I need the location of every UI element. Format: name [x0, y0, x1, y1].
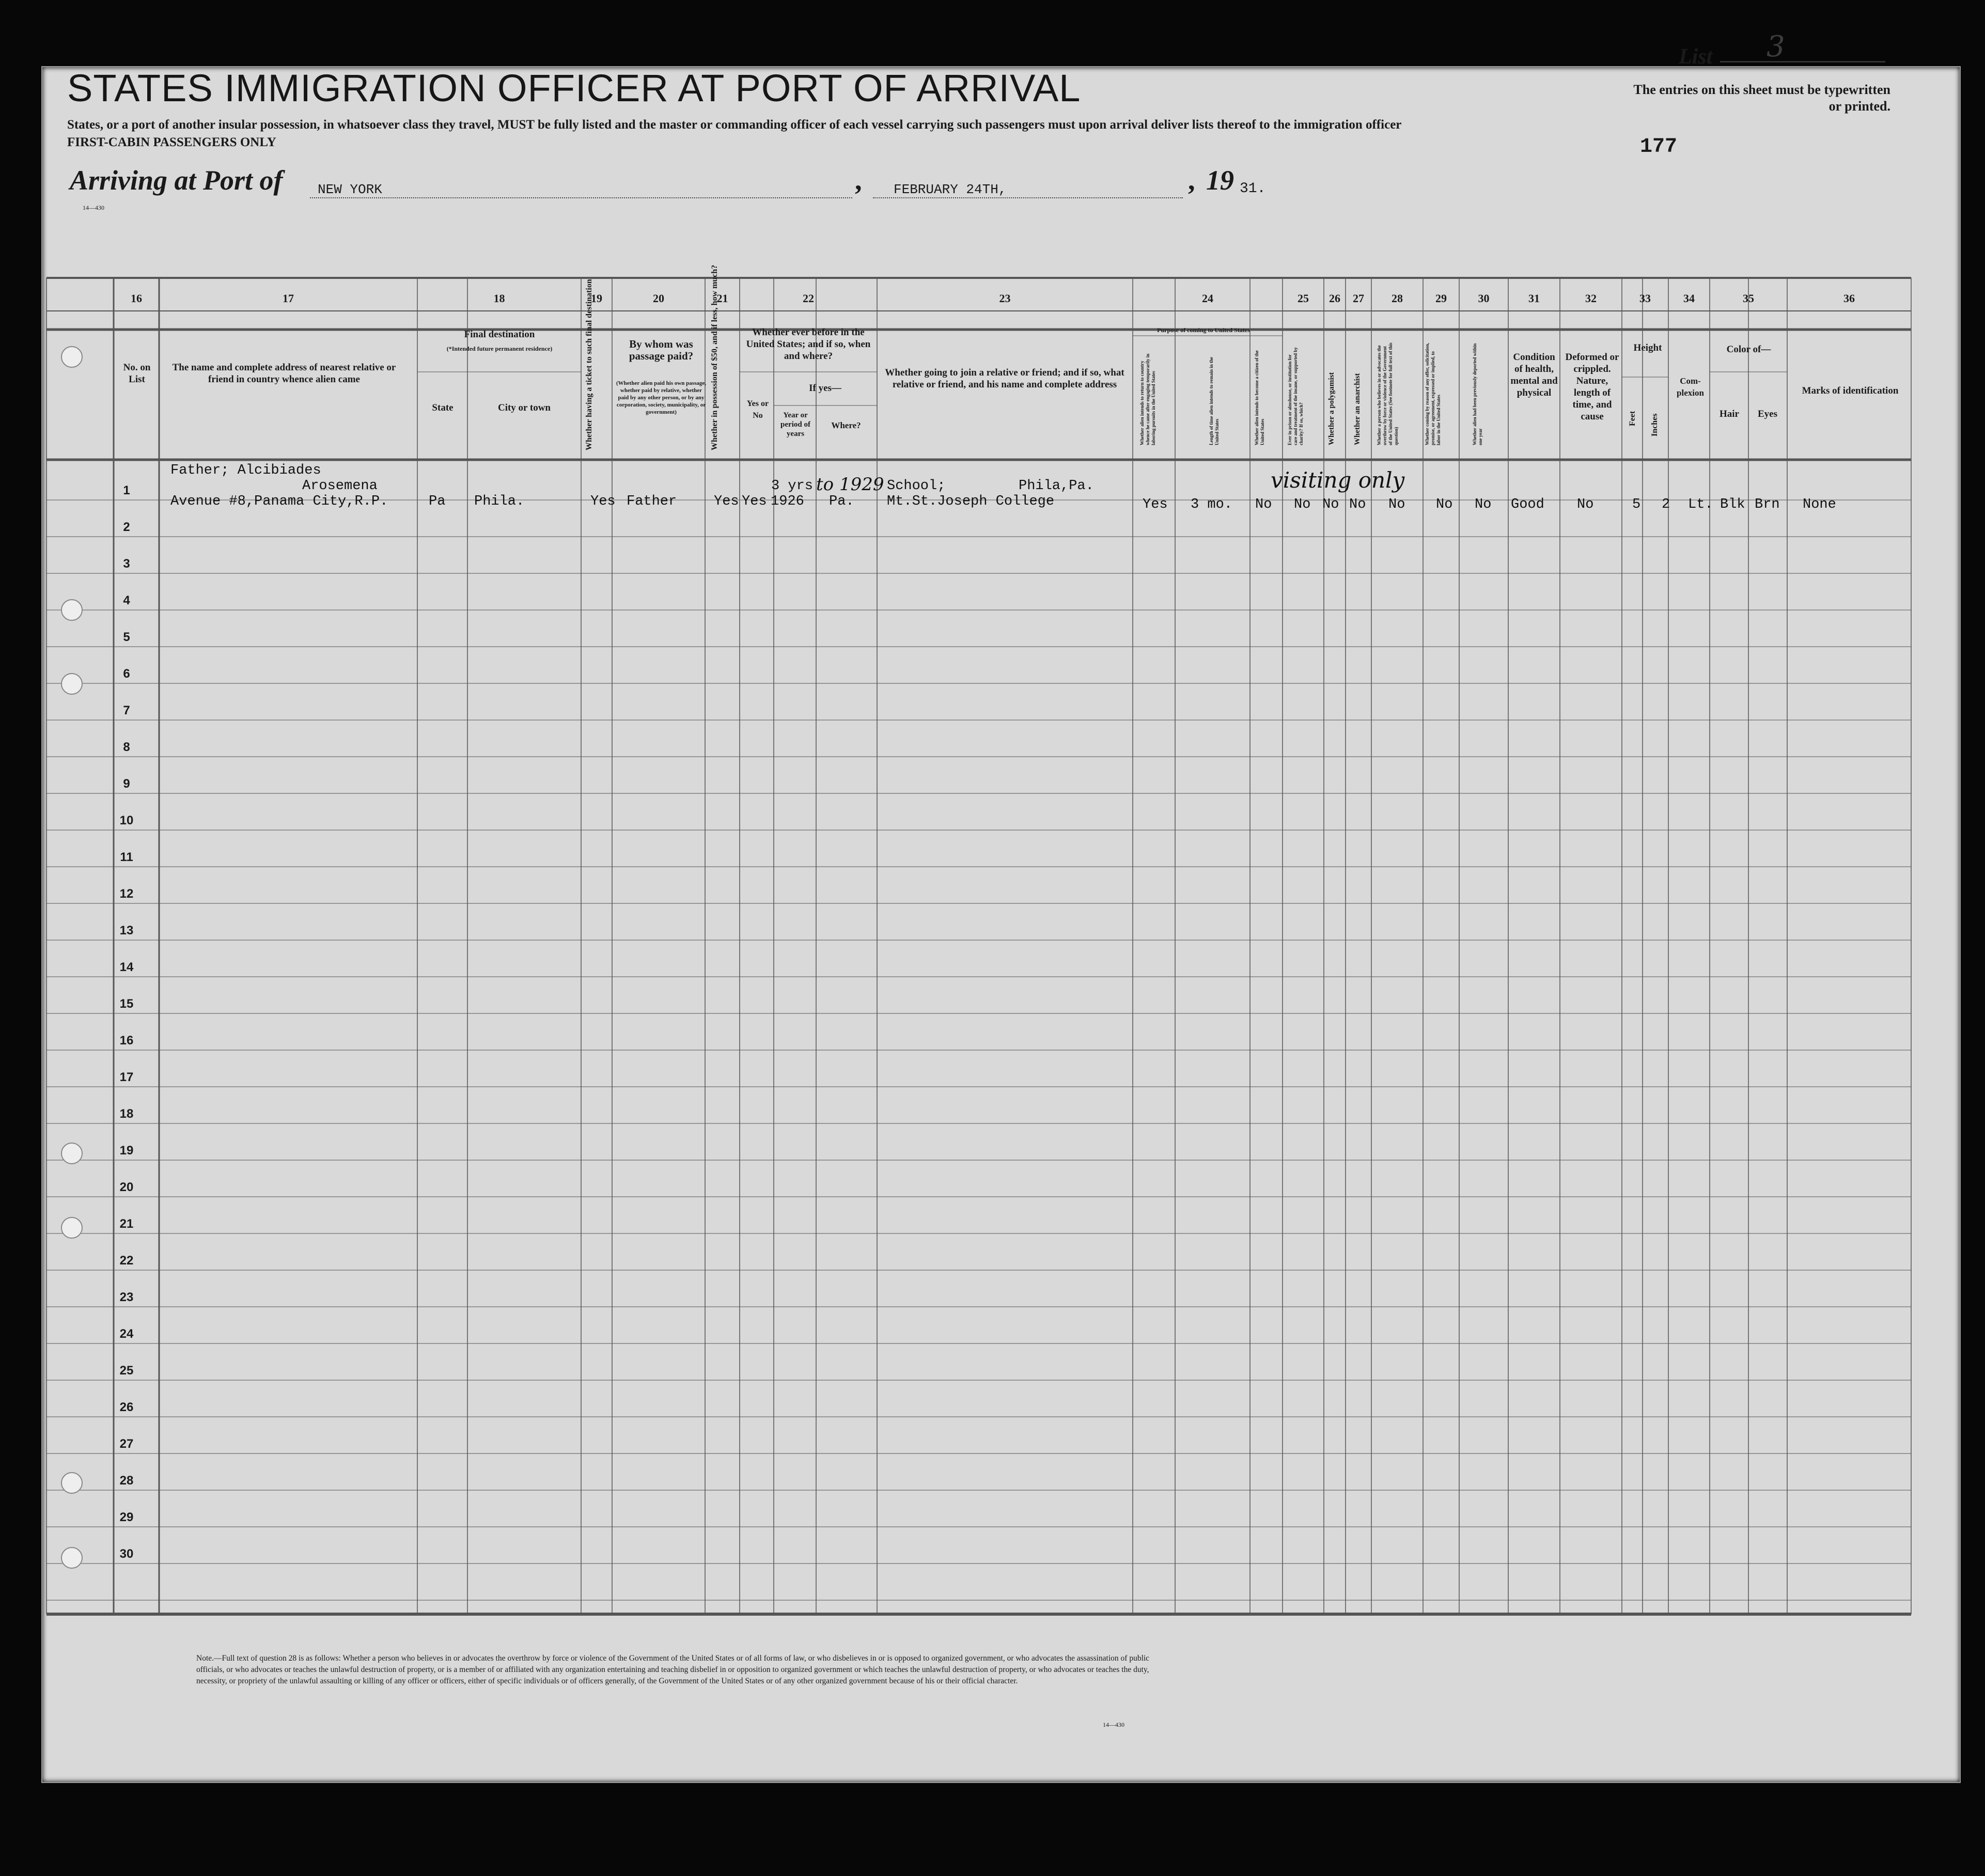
row-number: 2 [123, 520, 130, 534]
col22-ifyes: If yes— [809, 383, 841, 394]
binder-hole [61, 599, 83, 621]
arriving-label: Arriving at Port of [70, 165, 283, 196]
join-line2: Mt.St.Joseph College [887, 494, 1055, 509]
passenger-class: FIRST-CABIN PASSENGERS ONLY [67, 135, 276, 149]
row-number: 24 [119, 1327, 134, 1341]
col27-header: Whether an anarchist [1353, 373, 1362, 445]
row-number: 9 [123, 777, 130, 791]
row-number: 19 [119, 1144, 134, 1158]
date-value: FEBRUARY 24TH, [894, 182, 1007, 197]
marks-value: None [1803, 497, 1836, 512]
col31-header: Condition of health, mental and physical [1510, 352, 1558, 398]
row-number: 18 [119, 1107, 134, 1121]
destination-city: Phila. [474, 494, 525, 509]
before-years-handwritten: to 1929 [816, 474, 884, 495]
binder-hole [61, 1472, 83, 1494]
column-number: 34 [1683, 292, 1695, 305]
row-number: 23 [119, 1290, 134, 1304]
column-number: 35 [1743, 292, 1754, 305]
row-number: 14 [119, 960, 134, 974]
col24c-header: Whether alien intends to become a citizen of the United States [1254, 350, 1265, 445]
binder-hole [61, 346, 83, 368]
row-number: 30 [119, 1547, 134, 1561]
col22-year: Year or period of years [780, 411, 810, 438]
before-years: 3 yrs [771, 478, 814, 494]
binder-hole [61, 1547, 83, 1569]
before-where: Pa. [829, 494, 854, 509]
form-tiny: 14—430 [83, 204, 104, 211]
relative-name: Father; Alcibiades [170, 463, 321, 478]
height-inches: 2 [1662, 497, 1670, 512]
column-number: 22 [803, 292, 814, 305]
column-number: 21 [716, 292, 728, 305]
row-number: 28 [119, 1474, 134, 1488]
row-number: 8 [123, 740, 130, 754]
col16-header: No. on List [123, 362, 151, 385]
column-number: 19 [591, 292, 602, 305]
col24b-header: Length of time alien intends to remain in the United States [1209, 357, 1220, 445]
anarchist-value: No [1349, 497, 1366, 512]
destination-state: Pa [429, 494, 446, 509]
ticket-value: Yes [590, 494, 616, 509]
column-number: 26 [1329, 292, 1340, 305]
visiting-handwritten: visiting only [1271, 467, 1405, 493]
eyes-value: Brn [1755, 497, 1780, 512]
row-number: 1 [123, 483, 130, 497]
col17-header: The name and complete address of nearest relative or friend in country whence alien came [172, 362, 396, 385]
row-number: 6 [123, 667, 130, 681]
hair-value: Blk [1720, 497, 1745, 512]
col21-header: Whether in possession of $50, and if less, how much? [710, 264, 719, 450]
row-number: 7 [123, 704, 130, 717]
col29-header: Whether coming by reason of any offer, solicitation, promise, or agreement, expressed or implied, to labor in the United States [1425, 342, 1441, 445]
form-number: 14—430 [1103, 1721, 1124, 1728]
col18-city: City or town [497, 402, 551, 413]
row-number: 27 [119, 1437, 134, 1451]
col18-header: Final destination [464, 329, 535, 340]
col28-header: Whether a person who believes in or advocates the overthrow by force or violence of the Government of the United States (See footnote for full text of this question) [1377, 342, 1399, 445]
column-number: 20 [653, 292, 664, 305]
col19-header: Whether having a ticket to such final destination [585, 279, 593, 450]
intro-text: States, or a port of another insular possession, in whatsoever class they travel, MUST be fully listed and the master or commanding officer of each vessel carrying such passengers must upon arrival deliver lists thereof to the immigration officer [67, 118, 1402, 132]
length-of-stay: 3 mo. [1191, 497, 1233, 512]
col18-state: State [432, 402, 454, 413]
column-number: 29 [1435, 292, 1447, 305]
col24a-header: Whether alien intends to return to country whence he came after engaging temporarily in laboring pursuits in the United States [1139, 353, 1156, 445]
col35-eyes: Eyes [1758, 409, 1777, 419]
col26-header: Whether a polygamist [1327, 372, 1336, 445]
row-number: 10 [119, 814, 134, 827]
row-number: 20 [119, 1180, 134, 1194]
relative-address: Avenue #8,Panama City,R.P. [170, 494, 388, 509]
col20-sub: (Whether alien paid his own passage, whether paid by relative, whether paid by any other person, or by any corporation, society, municipality, or government) [616, 380, 706, 415]
column-number: 17 [283, 292, 294, 305]
list-number: 3 [1767, 30, 1785, 64]
deformed-value: No [1577, 497, 1594, 512]
health-value: Good [1511, 497, 1544, 512]
before-yes: Yes [742, 494, 767, 509]
row-number: 5 [123, 630, 130, 644]
col30-header: Whether alien had been previously deported within one year [1472, 343, 1483, 445]
col24-header: Purpose of coming to United States [1157, 326, 1250, 334]
column-number: 16 [131, 292, 142, 305]
col33-inches: Inches [1650, 413, 1659, 436]
row-number: 22 [119, 1254, 134, 1268]
column-number: 36 [1843, 292, 1855, 305]
column-number: 28 [1392, 292, 1403, 305]
col18-sub: (*Intended future permanent residence) [446, 345, 553, 352]
column-number: 18 [493, 292, 505, 305]
comma: , [855, 165, 862, 196]
prison-value: No [1294, 497, 1311, 512]
column-number: 27 [1353, 292, 1364, 305]
join-line1: School; [887, 478, 946, 494]
passage-paid-by: Father [627, 494, 677, 509]
join-city: Phila,Pa. [1019, 478, 1094, 494]
purpose-return: Yes [1143, 497, 1168, 512]
col34-header: Com-plexion [1677, 376, 1704, 398]
height-feet: 5 [1632, 497, 1641, 512]
row-number: 29 [119, 1510, 134, 1524]
col35-hair: Hair [1720, 409, 1739, 419]
list-label: List [1679, 45, 1713, 69]
column-number: 25 [1298, 292, 1309, 305]
comma: , [1188, 165, 1195, 196]
col36-header: Marks of identification [1802, 385, 1899, 396]
page-title: STATES IMMIGRATION OFFICER AT PORT OF ARRIVAL [67, 67, 1081, 110]
col33-header: Height [1633, 342, 1662, 353]
col33-feet: Feet [1628, 411, 1637, 426]
citizen-value: No [1255, 497, 1272, 512]
column-number: 24 [1202, 292, 1213, 305]
year-prefix: 19 [1206, 165, 1234, 196]
deported-value: No [1475, 497, 1492, 512]
column-number: 31 [1528, 292, 1540, 305]
year-suffix: 31. [1240, 181, 1266, 197]
money-value: Yes [714, 494, 739, 509]
row-number: 16 [119, 1034, 134, 1048]
row-number: 4 [123, 593, 130, 607]
entries-note: The entries on this sheet must be typewritten or printed. [1633, 82, 1890, 114]
col22-yesno: Yes or No [746, 399, 769, 420]
col25-header: Ever in prison or almshouse, or institution for care and treatment of the insane, or supported by charity? If so, which? [1287, 347, 1304, 445]
column-number: 33 [1639, 292, 1651, 305]
row-number: 3 [123, 557, 130, 571]
polygamist-value: No [1322, 497, 1339, 512]
sheet-number: 177 [1640, 135, 1678, 159]
row-number: 26 [119, 1400, 134, 1414]
col22-header: Whether ever before in the United States; and if so, when and where? [746, 327, 871, 362]
complexion-value: Lt. [1688, 497, 1713, 512]
row-number: 11 [120, 850, 133, 864]
column-number: 23 [999, 292, 1011, 305]
col23-header: Whether going to join a relative or friend; and if so, what relative or friend, and his name and complete address [885, 367, 1124, 390]
row-number: 17 [119, 1070, 134, 1084]
row-number: 25 [119, 1364, 134, 1378]
row-number: 13 [119, 924, 134, 937]
footnote: Note.—Full text of question 28 is as follows: Whether a person who believes in or advocates the overthrow by force or violence of the Government of the United States or of all forms of law, or who disbelieves in or is opposed to organized government, or who advocates the assassination of public officials, or who advocates or teaches the unlawful destruction of property, or is a member of or affiliated with any organization entertaining and teaching disbelief in or opposition to organized government or which teaches the unlawful destruction of property, or who advocates or teaches the duty, necessity, or propriety of the unlawful assaulting or killing of any officer or officers, either of specific individuals or of officers generally, of the Government of the United States or of any other organized government because of his or their official character. [196, 1654, 1150, 1685]
row-number: 15 [119, 997, 134, 1011]
labor-offer-value: No [1436, 497, 1453, 512]
overthrow-value: No [1388, 497, 1405, 512]
row-number: 12 [119, 887, 134, 901]
col35-header: Color of— [1726, 344, 1771, 355]
binder-hole [61, 1143, 83, 1164]
row-number: 21 [119, 1217, 134, 1231]
binder-hole [61, 673, 83, 695]
col20-header: By whom was passage paid? [629, 338, 694, 362]
column-number: 32 [1585, 292, 1597, 305]
col22-where: Where? [831, 420, 861, 430]
port-value: NEW YORK [318, 182, 382, 197]
col32-header: Deformed or crippled. Nature, length of time, and cause [1565, 352, 1619, 422]
before-year: 1926 [771, 494, 804, 509]
binder-hole [61, 1217, 83, 1239]
column-number: 30 [1478, 292, 1490, 305]
relative-name-2: Arosemena [302, 478, 378, 494]
